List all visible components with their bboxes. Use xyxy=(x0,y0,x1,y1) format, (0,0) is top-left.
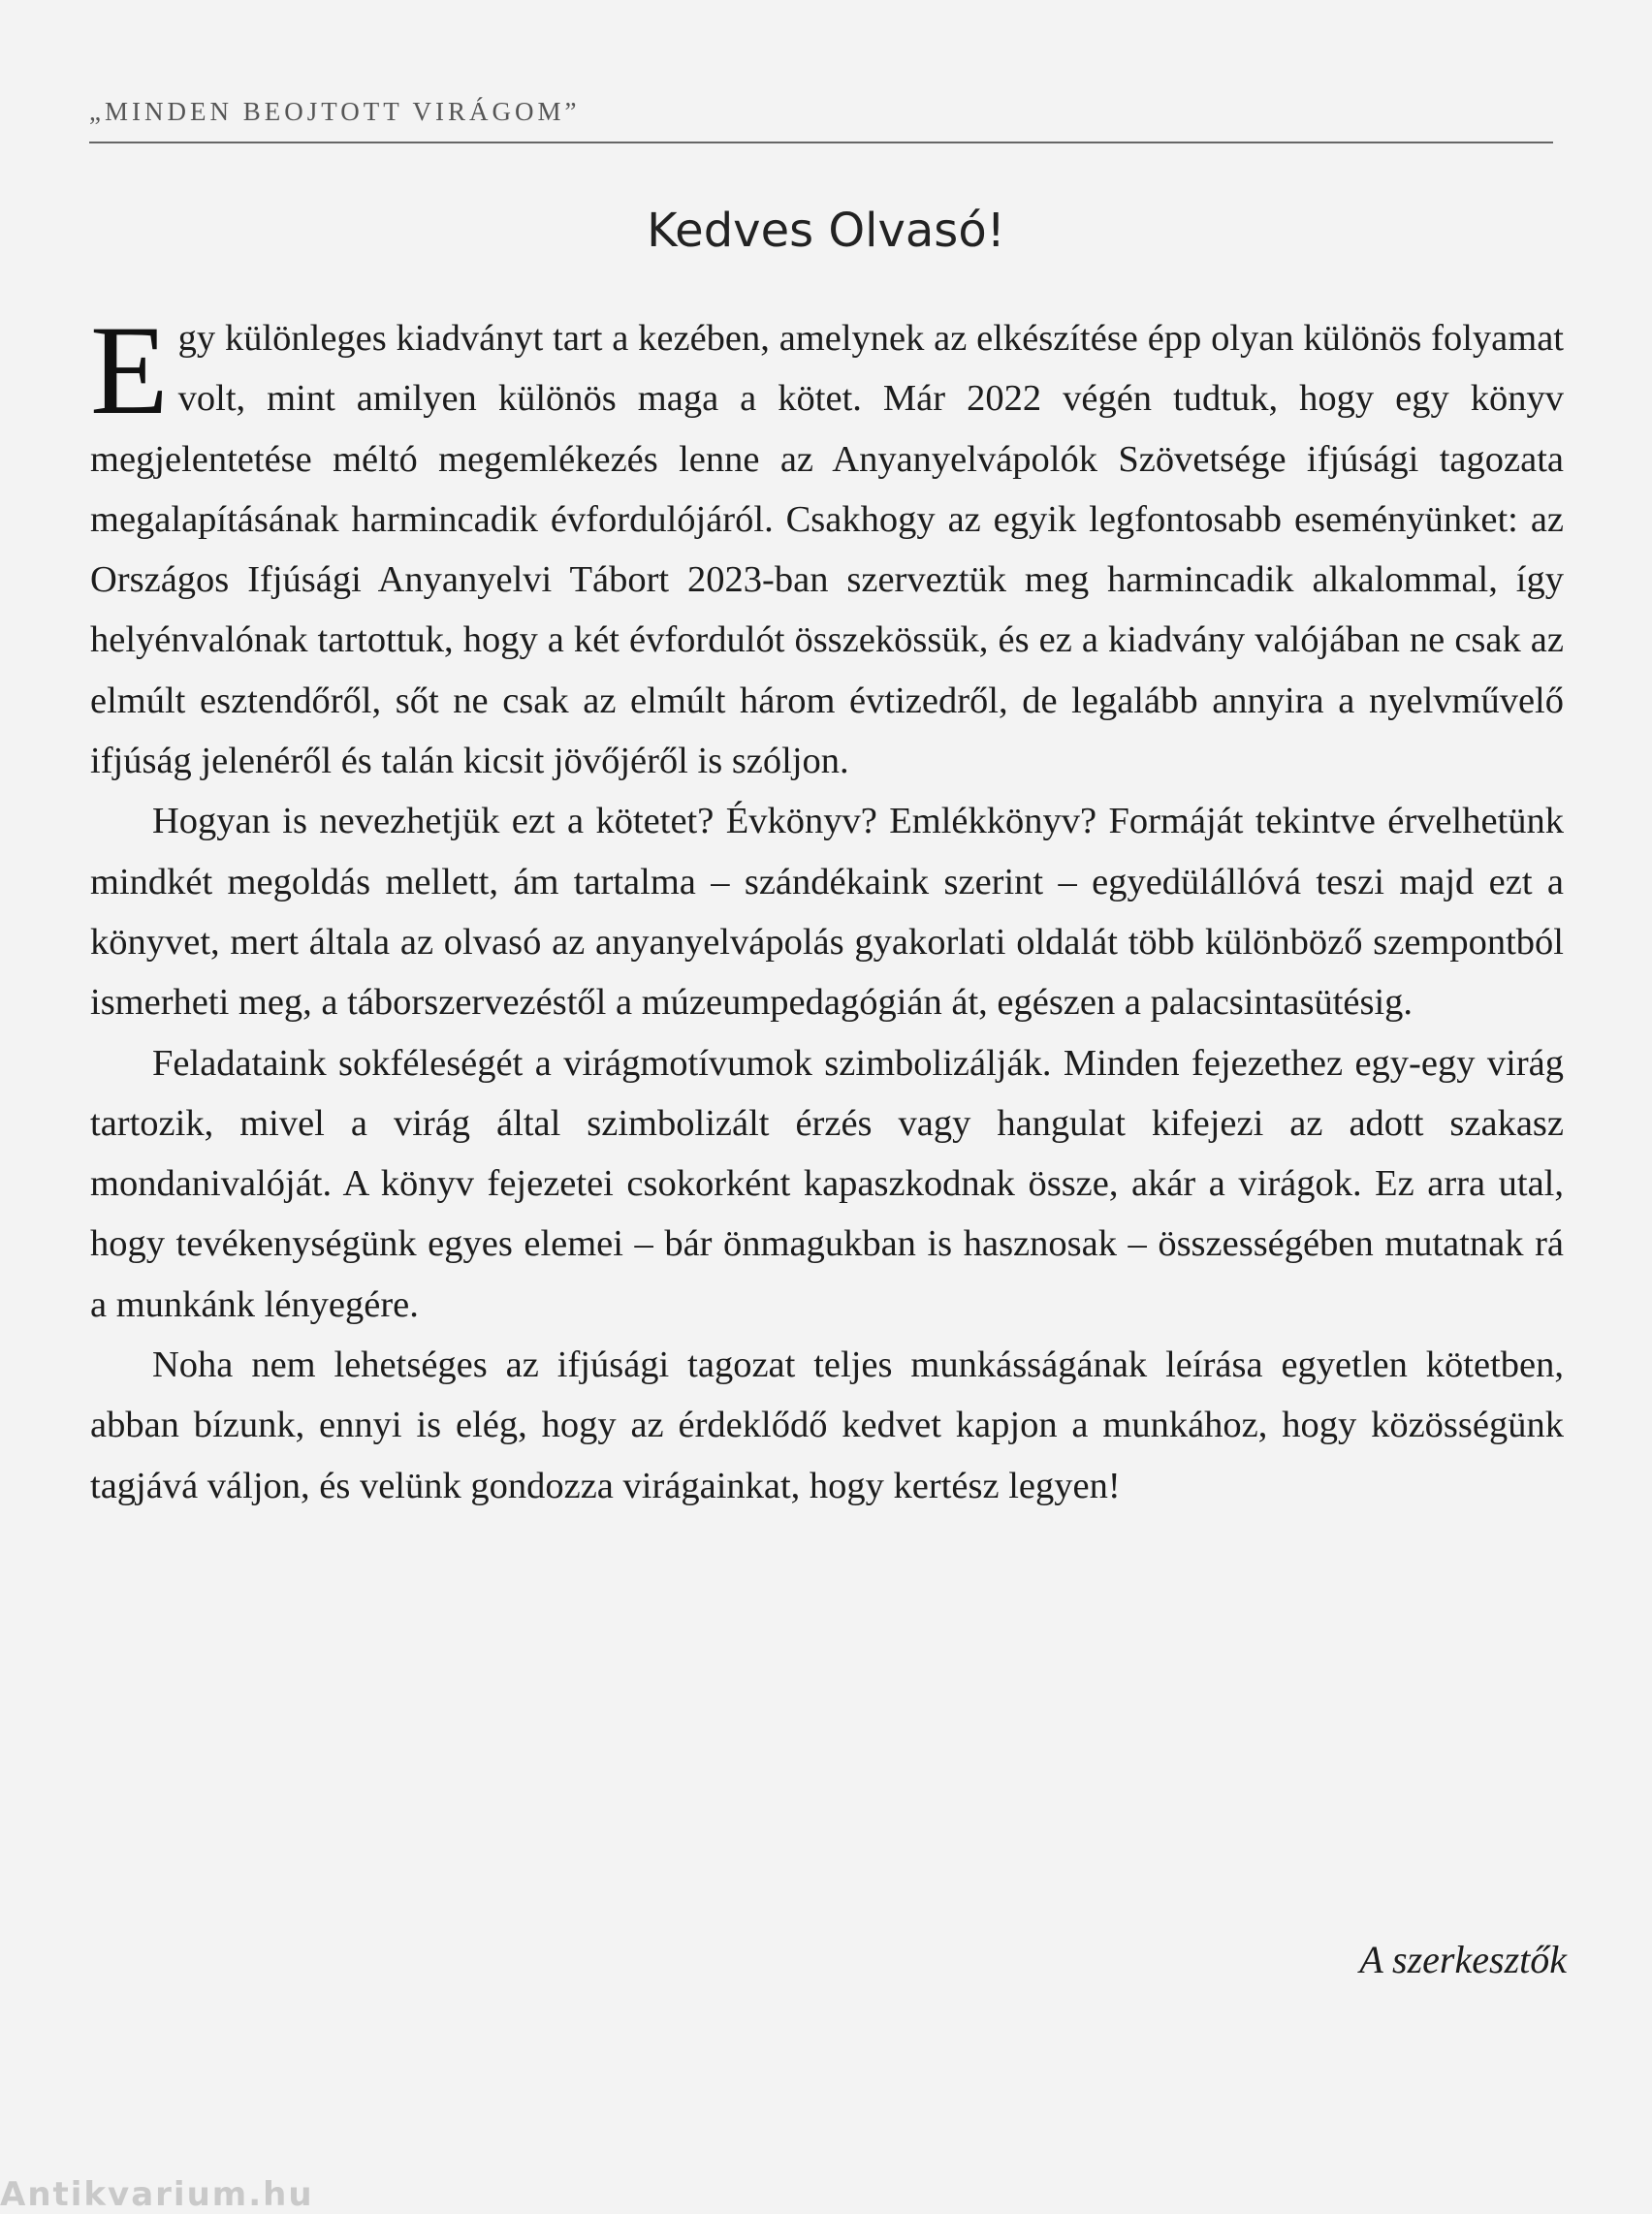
paragraph-2: Hogyan is nevezhetjük ezt a kötetet? Évkönyv? Emlékkönyv? Formáját tekintve érvelhetünk mindkét megoldás mellett, ám tartalma – szándékaink szerint – egyedülállóvá teszi majd ezt a könyvet, mert általa az olvasó az anyanyelvápolás gyakorlati oldalát több különböző szempontból ismerheti meg, a táborszervezéstől a múzeumpedagógián át, egészen a palacsintasütésig. xyxy=(90,801,1564,1024)
running-head: „MINDEN BEOJTOTT VIRÁGOM” xyxy=(89,97,581,126)
body-text xyxy=(90,299,1564,1516)
signature: A szerkesztők xyxy=(1359,1938,1567,1981)
header-rule xyxy=(89,142,1553,143)
drop-cap: E xyxy=(90,299,169,441)
watermark: Antikvarium.hu xyxy=(0,2175,314,2214)
paragraph-3: Feladataink sokféleségét a virágmotívumok szimbolizálják. Minden fejezethez egy-egy virág tartozik, mivel a virág által szimbolizált érzés vagy hangulat kifejezi az adott szakasz mondanivalóját. A könyv fejezetei csokorként kapaszkodnak össze, akár a virágok. Ez arra utal, hogy tevékenységünk egyes elemei – bár önmagukban is hasznosak – összességében mutatnak rá a munkánk lényegére. xyxy=(90,1042,1564,1325)
page-title: Kedves Olvasó! xyxy=(647,204,1005,258)
paragraph-1 xyxy=(90,299,1564,791)
paragraph-1-text: gy különleges kiadványt tart a kezében, amelynek az elkészítése épp olyan különös folyamat volt, mint amilyen különös maga a kötet. Már 2022 végén tudtuk, hogy egy könyv megjelentetése méltó megemlékezés lenne az Anyanyelvápolók Szövetsége ifjúsági tagozata megalapításának harmincadik évfordulójáról. Csakhogy az egyik legfontosabb eseményünket: az Országos Ifjúsági Anyanyelvi Tábort 2023-ban szerveztük meg harmincadik alkalommal, így helyénvalónak tartottuk, hogy a két évfordulót összekössük, és ez a kiadvány valójában ne csak az elmúlt esztendőről, sőt ne csak az elmúlt három évtizedről, de legalább annyira a nyelvművelő ifjúság jelenéről és talán kicsit jövőjéről is szóljon. xyxy=(90,318,1564,782)
paragraph-4: Noha nem lehetséges az ifjúsági tagozat teljes munkásságának leírása egyetlen kötetben, abban bízunk, ennyi is elég, hogy az érdeklődő kedvet kapjon a munkához, hogy közösségünk tagjává váljon, és velünk gondozza virágainkat, hogy kertész legyen! xyxy=(90,1344,1564,1506)
